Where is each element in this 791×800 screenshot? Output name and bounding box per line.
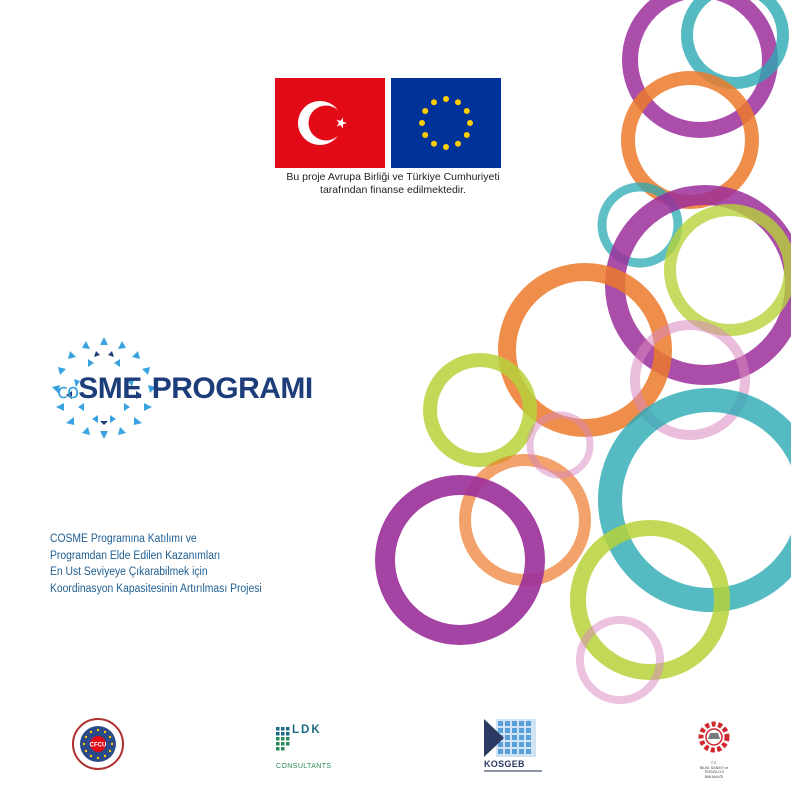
flags-group — [275, 78, 501, 168]
kosgeb-name: KOSGEB — [484, 759, 525, 769]
cfcu-seal-icon — [72, 718, 124, 770]
cosme-program-title — [57, 372, 313, 408]
turkey-flag-icon — [275, 78, 385, 168]
ldk-logo — [276, 725, 336, 775]
ministry-line-2: BİLİM, SANAYİ ve TEKNOLOJİ — [699, 765, 729, 774]
ministry-logo — [688, 717, 740, 777]
kosgeb-logo — [480, 717, 542, 775]
funding-line-2: tarafından finanse edilmektedir. — [320, 184, 466, 196]
ministry-line-1: T.C. — [710, 761, 718, 765]
description-line-3: En Üst Seviyeye Çıkarabilmek için — [50, 566, 208, 578]
ministry-line-3: BAKANLIĞI — [704, 774, 724, 779]
funding-note — [262, 171, 524, 197]
project-description — [50, 531, 310, 597]
description-line-1: COSME Programına Katılımı ve — [50, 533, 197, 545]
cfcu-text: CFCU — [89, 742, 107, 749]
ministry-gear-icon — [688, 717, 740, 757]
cosme-prefix: co — [57, 379, 79, 403]
kosgeb-subline — [484, 770, 542, 772]
ldk-name: LDK — [292, 724, 322, 736]
ministry-name — [692, 761, 736, 779]
kosgeb-icon — [482, 717, 540, 759]
description-line-2: Programdan Elde Edilen Kazanımları — [50, 549, 221, 562]
eu-flag-icon — [391, 78, 501, 168]
description-line-4: Koordinasyon Kapasitesinin Artırılması Projesi — [50, 582, 262, 595]
ldk-subtitle: CONSULTANTS — [276, 763, 332, 770]
program-word: PROGRAMI — [151, 372, 313, 405]
cosme-sme: SME — [78, 372, 142, 405]
cfcu-logo — [72, 718, 124, 770]
funding-line-1: Bu proje Avrupa Birliği ve Türkiye Cumhuriyeti — [286, 171, 500, 183]
ldk-grid-icon — [276, 727, 290, 753]
